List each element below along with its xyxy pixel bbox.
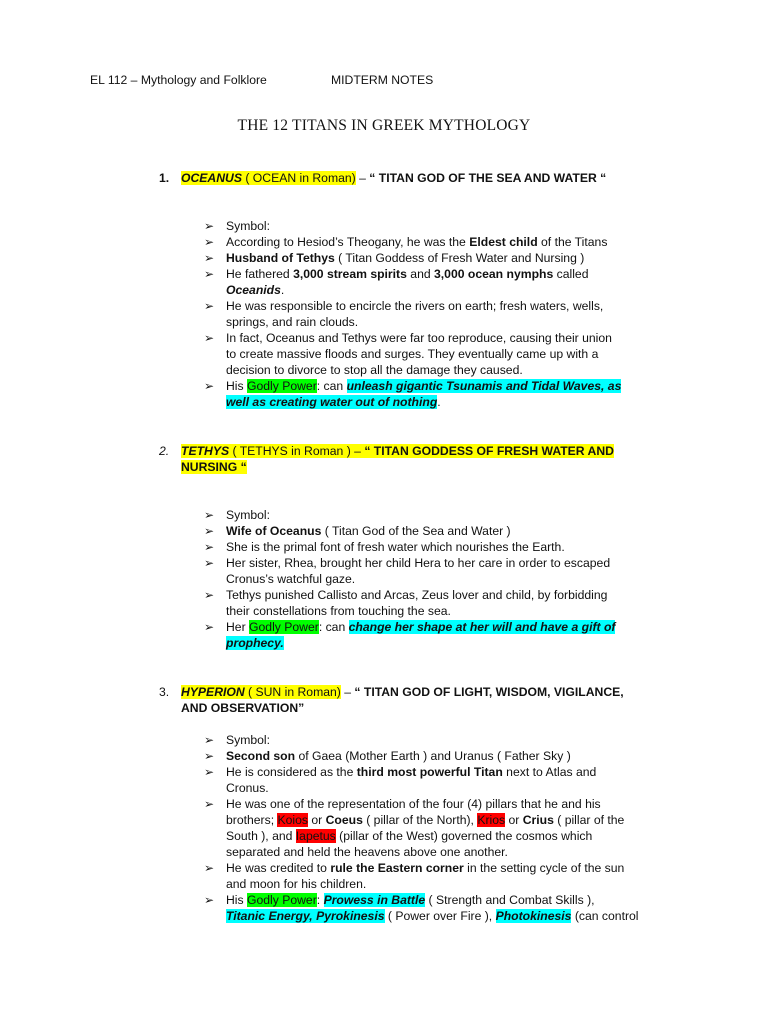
bullet-text-cont: South ), and Iapetus (pillar of the West) governed the cosmos which (226, 829, 593, 843)
bullet-text-cont: and moon for his children. (226, 877, 367, 891)
titan-title-cont: NURSING “ (181, 460, 247, 474)
bullet-text: Tethys punished Callisto and Arcas, Zeus lover and child, by forbidding (226, 588, 608, 602)
bullet-icon: ➢ (204, 299, 215, 313)
section-number: 3. (159, 685, 170, 699)
titan-title: “ TITAN GOD OF LIGHT, WISDOM, VIGILANCE, (354, 685, 624, 699)
dash: – (350, 444, 365, 458)
bullet-text: He is considered as the third most powerful Titan next to Atlas and (226, 765, 597, 779)
bullet-icon: ➢ (204, 797, 215, 811)
bullet-text: Symbol: (226, 508, 271, 522)
bullet-text: Second son of Gaea (Mother Earth ) and Uranus ( Father Sky ) (226, 749, 571, 763)
dash: – (340, 685, 355, 699)
bullet-text-cont: Oceanids. (226, 283, 285, 297)
titan-title: “ TITAN GOD OF THE SEA AND WATER “ (369, 171, 607, 185)
bullet-text-cont: decision to divorce to stop all the damage they caused. (226, 363, 523, 377)
bullet-icon: ➢ (204, 861, 215, 875)
roman-name: ( SUN in Roman) (244, 685, 341, 699)
bullet-icon: ➢ (204, 540, 215, 554)
bullet-icon: ➢ (204, 765, 215, 779)
bullet-text: He was responsible to encircle the rivers on earth; fresh waters, wells, (226, 299, 604, 313)
bullet-text: In fact, Oceanus and Tethys were far too reproduce, causing their union (226, 331, 612, 345)
dash: – (355, 171, 370, 185)
bullet-text: Symbol: (226, 219, 271, 233)
course-label: EL 112 – Mythology and Folklore (90, 73, 267, 87)
titan-title: “ TITAN GODDESS OF FRESH WATER AND (364, 444, 614, 458)
bullet-text: His Godly Power: can unleash gigantic Tsunamis and Tidal Waves, as (226, 379, 622, 393)
bullet-icon: ➢ (204, 379, 215, 393)
page-title: THE 12 TITANS IN GREEK MYTHOLOGY (237, 117, 531, 134)
bullet-text: According to Hesiod’s Theogany, he was the Eldest child of the Titans (226, 235, 608, 249)
bullet-text-cont: brothers; Koios or Coeus ( pillar of the North), Krios or Crius ( pillar of the (226, 813, 625, 827)
bullet-icon: ➢ (204, 235, 215, 249)
titan-title-cont: AND OBSERVATION” (181, 701, 305, 715)
bullet-icon: ➢ (204, 524, 215, 538)
bullet-text: His Godly Power: Prowess in Battle ( Strength and Combat Skills ), (226, 893, 595, 907)
bullet-text-cont: their constellations from touching the sea. (226, 604, 451, 618)
bullet-icon: ➢ (204, 219, 215, 233)
section-number: 2. (159, 444, 170, 458)
bullet-text: He was one of the representation of the four (4) pillars that he and his (226, 797, 601, 811)
bullet-text: Symbol: (226, 733, 271, 747)
bullet-icon: ➢ (204, 588, 215, 602)
bullet-icon: ➢ (204, 508, 215, 522)
bullet-text-cont: Cronus’s watchful gaze. (226, 572, 356, 586)
godly-power-label: Godly Power (249, 620, 319, 634)
bullet-text-cont: prophecy. (226, 636, 284, 650)
bullet-icon: ➢ (204, 331, 215, 345)
titan-name: HYPERION (181, 685, 245, 699)
document-header (90, 72, 434, 88)
bullet-text: Husband of Tethys ( Titan Goddess of Fresh Water and Nursing ) (226, 251, 585, 265)
roman-name: ( TETHYS in Roman ) (229, 444, 351, 458)
titan-name: TETHYS (181, 444, 230, 458)
bullet-text: Her Godly Power: can change her shape at her will and have a gift of (226, 620, 616, 634)
titan-name: OCEANUS (181, 171, 242, 185)
bullet-icon: ➢ (204, 893, 215, 907)
bullet-text: Her sister, Rhea, brought her child Hera to her care in order to escaped (226, 556, 611, 570)
bullet-text: She is the primal font of fresh water which nourishes the Earth. (226, 540, 565, 554)
bullet-text: Wife of Oceanus ( Titan God of the Sea and Water ) (226, 524, 511, 538)
bullet-icon: ➢ (204, 556, 215, 570)
bullet-icon: ➢ (204, 749, 215, 763)
bullet-text: He was credited to rule the Eastern corner in the setting cycle of the sun (226, 861, 625, 875)
bullet-text-cont: separated and held the heavens above one another. (226, 845, 508, 859)
bullet-text-cont: springs, and rain clouds. (226, 315, 359, 329)
section-number: 1. (159, 171, 170, 185)
bullet-text-cont: Cronus. (226, 781, 269, 795)
roman-name: ( OCEAN in Roman) (241, 171, 356, 185)
notes-label: MIDTERM NOTES (331, 73, 434, 87)
bullet-text-cont: to create massive floods and surges. They eventually came up with a (226, 347, 599, 361)
bullet-icon: ➢ (204, 251, 215, 265)
bullet-icon: ➢ (204, 620, 215, 634)
bullet-icon: ➢ (204, 733, 215, 747)
bullet-text-cont: Titanic Energy, Pyrokinesis ( Power over Fire ), Photokinesis (can control (226, 909, 639, 923)
bullet-icon: ➢ (204, 267, 215, 281)
bullet-text-cont: well as creating water out of nothing. (226, 395, 441, 409)
godly-power-label: Godly Power (247, 893, 317, 907)
godly-power-label: Godly Power (247, 379, 317, 393)
bullet-text: He fathered 3,000 stream spirits and 3,000 ocean nymphs called (226, 267, 589, 281)
